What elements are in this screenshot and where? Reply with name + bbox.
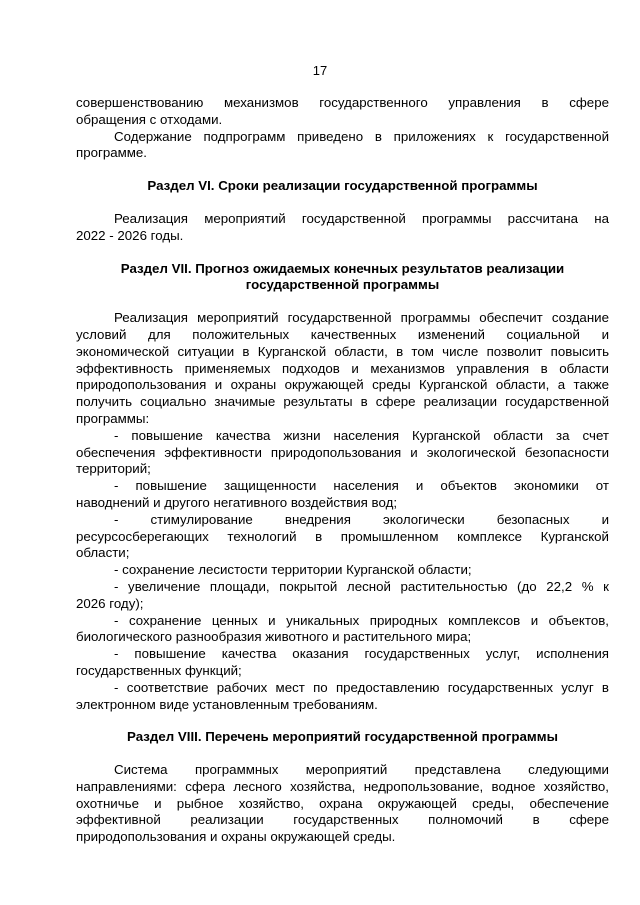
paragraph-4 xyxy=(76,310,609,428)
text-line: области; xyxy=(76,545,130,561)
text-line: - сохранение ценных и уникальных природных комплексов и объектов, xyxy=(114,612,609,628)
text-line: - повышение защищенности населения и объектов экономики от xyxy=(114,478,609,494)
text-line: наводнений и другого негативного воздействия вод; xyxy=(76,494,398,510)
text-line: условий для положительных качественных изменений социальной и xyxy=(76,326,609,342)
heading-line: Раздел VII. Прогноз ожидаемых конечных результатов реализации xyxy=(120,260,565,276)
bullet-item-6 xyxy=(76,613,609,647)
text-line: - повышение качества оказания государственных услуг, исполнения xyxy=(114,646,609,662)
heading-line: государственной программы xyxy=(245,277,440,293)
text-line: обеспечения эффективности природопользования и экологической безопасности xyxy=(76,444,609,460)
text-line: электронном виде установленным требованиям. xyxy=(76,696,378,712)
text-line: ресурсосберегающих технологий в промышленном комплексе Курганской xyxy=(76,528,609,544)
text-line: совершенствованию механизмов государственного управления в сфере xyxy=(76,95,609,110)
bullet-item-5 xyxy=(76,579,609,613)
bullet-item-3 xyxy=(76,512,609,562)
paragraph-3 xyxy=(76,211,609,245)
text-line: 2022 - 2026 годы. xyxy=(76,227,184,243)
text-line: - сохранение лесистости территории Курганской области; xyxy=(114,562,472,578)
text-line: природопользования и охраны окружающей среды. xyxy=(76,829,396,845)
text-line: 2026 году); xyxy=(76,595,144,611)
text-line: Система программных мероприятий представлена следующими xyxy=(114,762,609,778)
section-6-heading: Раздел VI. Сроки реализации государственной программы xyxy=(147,178,538,194)
text-line: получить социально значимые результаты в сфере реализации государственной xyxy=(76,394,609,410)
text-line: охотничье и рыбное хозяйство, охрана окружающей среды, обеспечение xyxy=(76,795,609,811)
text-line: государственных функций; xyxy=(76,662,242,678)
bullet-item-2 xyxy=(76,478,609,512)
text-line: территорий; xyxy=(76,461,151,477)
text-line: экономической ситуации в Курганской области, в том числе позволит повысить xyxy=(76,343,609,359)
paragraph-1 xyxy=(76,95,609,129)
bullet-item-4 xyxy=(76,562,609,579)
text-line: - стимулирование внедрения экологически безопасных и xyxy=(114,511,609,527)
bullet-item-1 xyxy=(76,428,609,478)
paragraph-2 xyxy=(76,129,609,163)
text-line: - соответствие рабочих мест по предоставлению государственных услуг в xyxy=(114,679,609,695)
bullet-item-7 xyxy=(76,646,609,680)
text-line: эффективной реализации государственных полномочий в сфере xyxy=(76,812,609,828)
section-7-heading xyxy=(76,261,609,295)
text-line: - повышение качества жизни населения Курганской области за счет xyxy=(114,427,609,443)
text-line: обращения с отходами. xyxy=(76,111,223,127)
text-line: программы: xyxy=(76,410,150,426)
text-line: программе. xyxy=(76,145,148,161)
text-line: природопользования и охраны окружающей среды Курганской области, а также xyxy=(76,377,609,393)
text-line: Реализация мероприятий государственной программы рассчитана на xyxy=(114,210,609,226)
text-line: Реализация мероприятий государственной программы обеспечит создание xyxy=(114,310,609,326)
bullet-item-8 xyxy=(76,680,609,714)
text-line: - увеличение площади, покрытой лесной растительностью (до 22,2 % к xyxy=(114,578,609,594)
paragraph-5 xyxy=(76,762,609,846)
page-number: 17 xyxy=(312,63,328,78)
document-body xyxy=(76,95,609,846)
text-line: направлениями: сфера лесного хозяйства, недропользование, водное хозяйство, xyxy=(76,778,609,794)
text-line: Содержание подпрограмм приведено в приложениях к государственной xyxy=(114,128,609,144)
text-line: эффективность применяемых подходов и механизмов управления в области xyxy=(76,360,609,376)
section-8-heading: Раздел VIII. Перечень мероприятий государственной программы xyxy=(127,729,558,745)
text-line: биологического разнообразия животного и растительного мира; xyxy=(76,629,472,645)
